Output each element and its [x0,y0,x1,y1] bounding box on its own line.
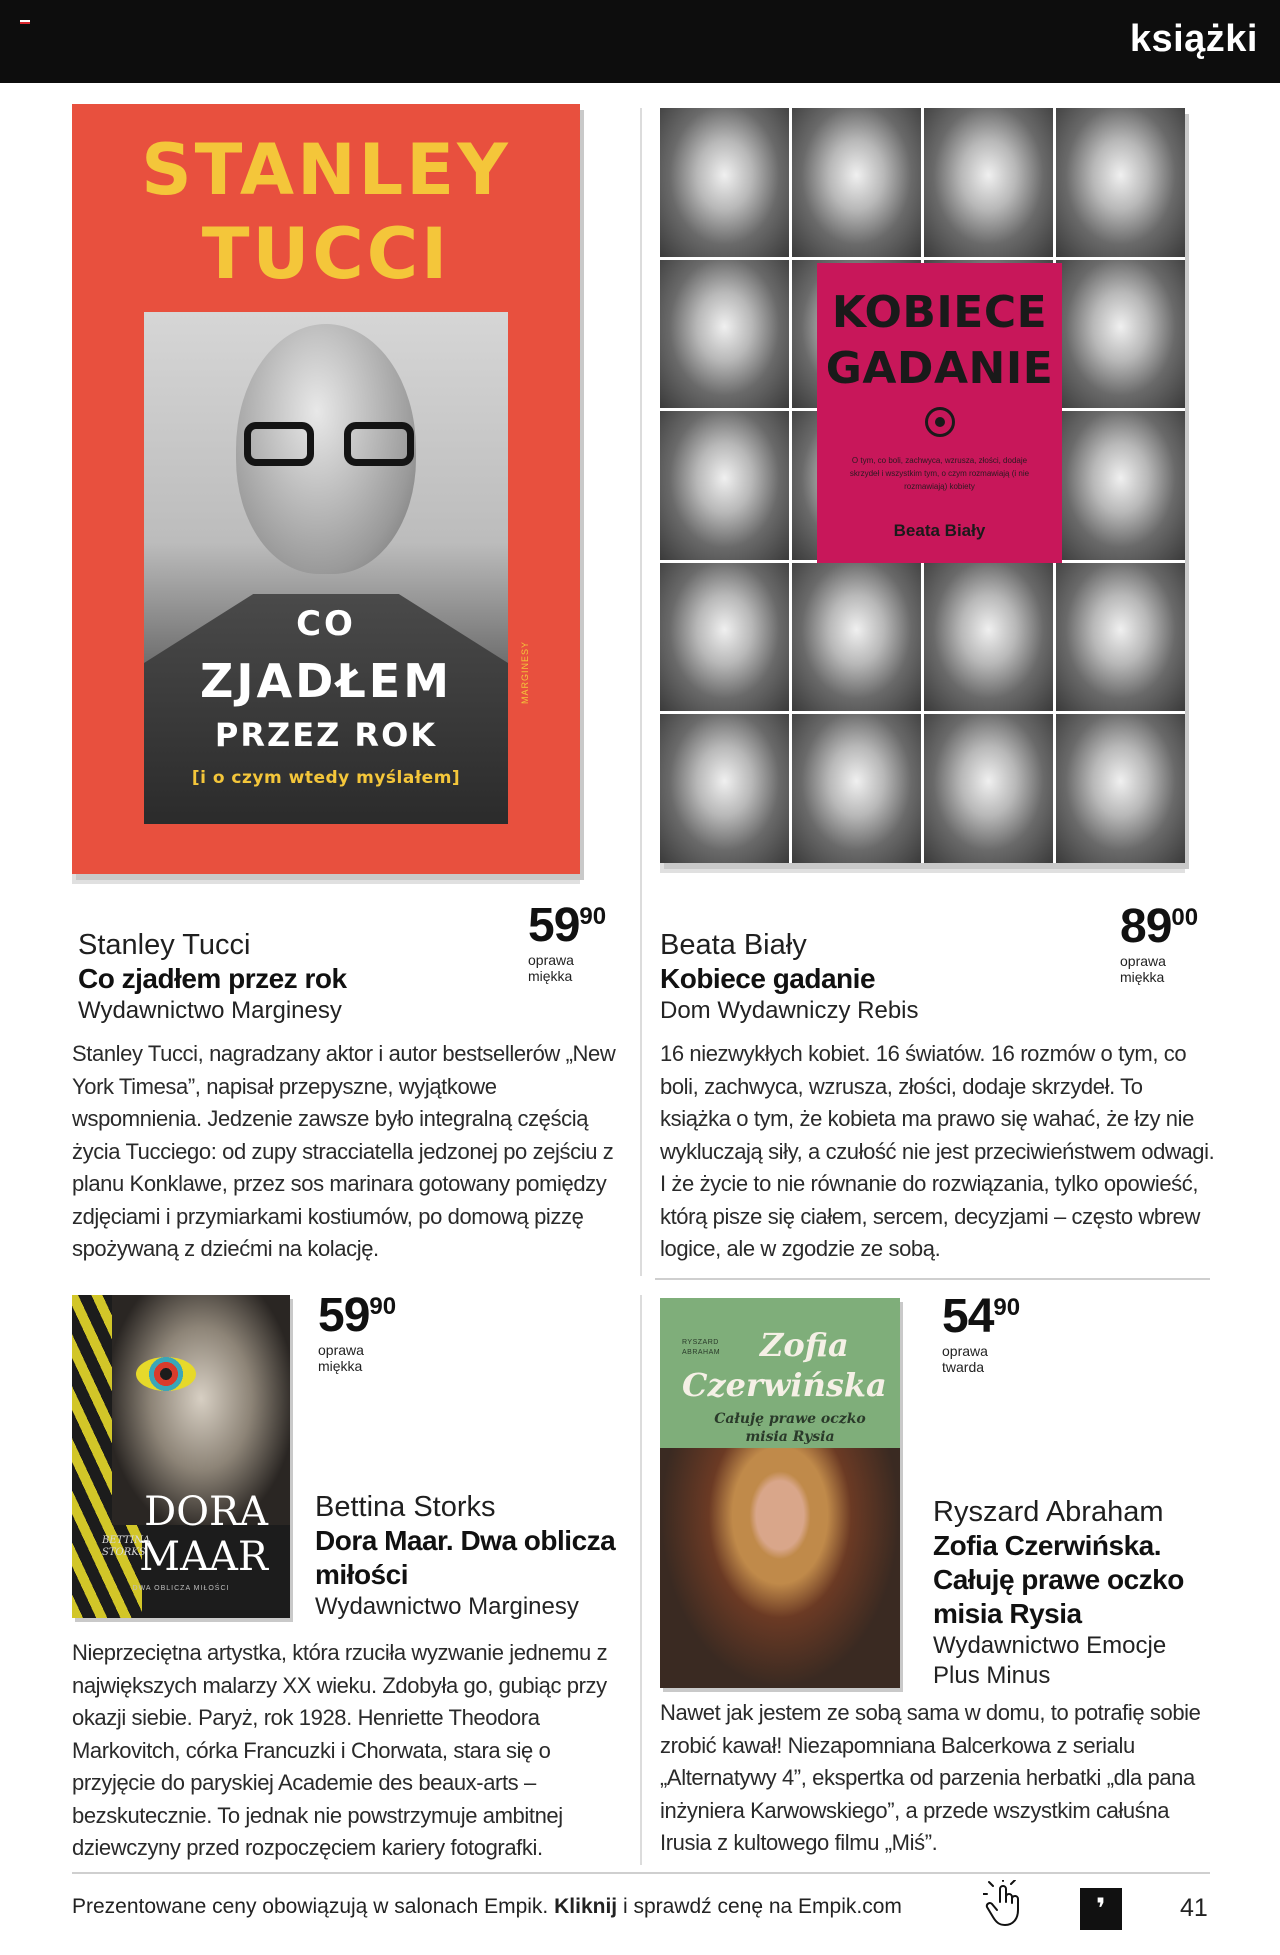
cover-author: BETTINA STORKS [102,1535,151,1558]
book-info [315,1490,635,1622]
flag-icon [20,20,30,24]
price-tag [942,1290,1021,1375]
cover-author: STANLEY TUCCI [141,129,511,295]
pointer-hand-icon[interactable] [983,1880,1027,1930]
column-divider [640,108,642,1276]
row-divider [655,1278,1210,1280]
cover-title-line: Zofia [760,1326,849,1364]
price-tag [318,1289,397,1374]
book-publisher: Wydawnictwo Emocje Plus Minus [933,1632,1167,1689]
book-author: Beata Biały [660,929,807,961]
book-publisher: Wydawnictwo Marginesy [78,997,342,1024]
cover-subtitle: DWA OBLICZA MIŁOŚCI [132,1585,230,1592]
book-cover-co-zjadlem[interactable] [72,104,580,874]
cover-author: RYSZARD ABRAHAM [682,1339,721,1356]
book-description: 16 niezwykłych kobiet. 16 światów. 16 rozmów o tym, co boli, zachwyca, wzrusza, złości, dodaje skrzydeł. To książka o tym, że kobieta ma prawo się wahać, że łzy nie wykluczają siły, a czułość nie jest przeciwieństwem odwagi. I że życie to nie równanie do rozwiązania, tylko opowieść, którą pisze się ciałem, sercem, decyzjami – często wbrew logice, ale w zgodzie ze sobą. [660,1041,1215,1261]
book-cover-dora-maar[interactable] [72,1295,290,1618]
cover-author: Beata Biały [893,521,986,540]
book-cover-zofia-czerwinska[interactable] [660,1298,900,1688]
book-info [78,928,508,1026]
cover-title-line: ZJADŁEM [200,654,452,708]
price-integer: 59 [318,1289,370,1342]
publisher-logo-icon [925,407,955,437]
binding-type: oprawa miękka [528,952,574,984]
binding-type: oprawa twarda [942,1343,988,1375]
book-title[interactable]: Zofia Czerwińska. Całuję prawe oczko misia Rysia [933,1530,1184,1629]
footer-note [72,1895,902,1919]
section-category: książki [1129,18,1258,60]
glasses-icon [244,422,414,472]
cover-photo [660,1448,900,1688]
footer-divider [72,1872,1210,1874]
cover-subtitle: [i o czym wtedy myślałem] [191,768,461,788]
cover-blurb: O tym, co boli, zachwyca, wzrusza, złości, dodaje skrzydeł i wszystkim tym, o czym rozmawiają (i nie rozmawiają) kobiety [849,456,1030,491]
eye-icon [136,1357,196,1391]
book-author: Ryszard Abraham [933,1496,1164,1528]
cover-title-line: Czerwińska [682,1366,887,1404]
book-description: Nieprzeciętna artystka, która rzuciła wyzwanie jednemu z największych malarzy XX wieku. Zdobyła go, gubiąc przy okazji siebie. Paryż, rok 1928. Henriette Theodora Markovitch, córka Francuzki i Chorwata, stara się o przyjęcie do paryskiej Academie des beaux-arts – bezskutecznie. To jednak nie powstrzymuje ambitnej dziewczyny przed rozpoczęciem kariery fotografki. [72,1640,608,1860]
footer-click-link[interactable]: Kliknij [554,1895,618,1918]
book-publisher: Dom Wydawniczy Rebis [660,997,919,1024]
top-bar [0,0,1280,83]
cover-title-line: PRZEZ ROK [214,716,438,754]
book-title[interactable]: Kobiece gadanie [660,963,876,994]
cover-title-line: DORA [144,1489,268,1535]
price-decimal: 90 [579,903,607,930]
price-decimal: 00 [1171,904,1199,931]
binding-type: oprawa miękka [318,1342,364,1374]
book-info [933,1495,1213,1691]
empik-logo-icon[interactable]: ❜ [1080,1888,1122,1930]
cover-title: KOBIECE GADANIE [825,287,1054,394]
binding-type: oprawa miękka [1120,953,1166,985]
book-author: Stanley Tucci [78,929,251,961]
cover-subtitle: Całuję prawe oczko misia Rysia [714,1411,866,1445]
cover-title-panel [817,263,1062,563]
price-tag [528,899,607,984]
book-description: Stanley Tucci, nagradzany aktor i autor bestsellerów „New York Timesa”, napisał przepyszne, wyjątkowe wspomnienia. Jedzenie zawsze było integralną częścią życia Tucciego: od zupy stracciatella jedzonej po zejściu z planu Konklawe, przez sos marinara gotowany pomiędzy zdjęciami i przymiarkami kostiumów, po domową pizzę spożywaną z dziećmi na kolację. [72,1041,616,1261]
cover-title-line: CO [296,604,356,644]
cover-title-line: MAAR [139,1534,268,1580]
price-integer: 54 [942,1290,994,1343]
book-publisher: Wydawnictwo Marginesy [315,1593,579,1620]
footer-note-text: Prezentowane ceny obowiązują w salonach Empik. [72,1895,555,1918]
price-decimal: 90 [369,1293,397,1320]
cover-publisher-mark: MARGINESY [520,640,530,704]
book-title[interactable]: Co zjadłem przez rok [78,963,347,994]
price-decimal: 90 [993,1294,1021,1321]
page-number: 41 [1180,1894,1208,1922]
price-integer: 89 [1120,900,1172,953]
book-author: Bettina Storks [315,1491,496,1523]
price-tag [1120,900,1199,985]
price-integer: 59 [528,899,580,952]
footer-note-text: i sprawdź cenę na Empik.com [617,1895,902,1918]
column-divider [640,1295,642,1865]
book-cover-kobiece-gadanie[interactable] [660,108,1185,863]
book-info [660,928,1100,1026]
book-title[interactable]: Dora Maar. Dwa oblicza miłości [315,1525,616,1590]
book-description: Nawet jak jestem ze sobą sama w domu, to potrafię sobie zrobić kawał! Niezapomniana Balcerkowa z serialu „Alternatywy 4”, ekspertka od parzenia herbatki „dla pana inżyniera Karwowskiego”, a przede wszystkim całuśna Irusia z kultowego filmu „Miś”. [660,1700,1201,1855]
